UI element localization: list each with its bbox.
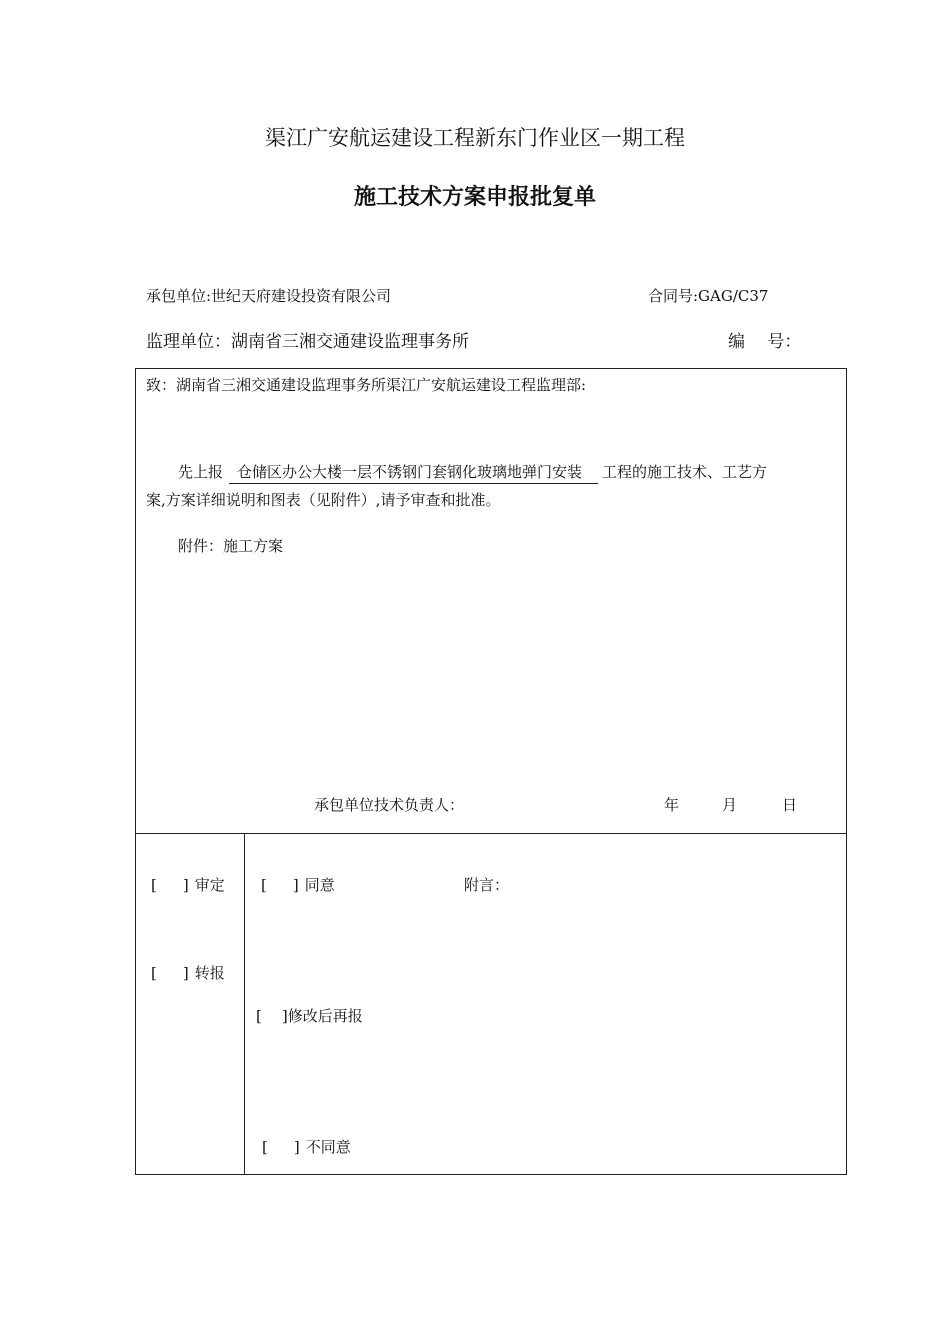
form-divider-vertical (244, 833, 245, 1175)
contractor-field: 承包单位:世纪天府建设投资有限公司 (146, 287, 392, 305)
form-divider-horizontal (135, 833, 847, 834)
approve-checkbox[interactable] (151, 874, 225, 895)
signer-label: 承包单位技术负责人： (314, 796, 465, 814)
date-year-label: 年 (664, 796, 680, 814)
resubmit-label: 修改后再报 (287, 1007, 363, 1025)
bracket-close: ] (182, 876, 189, 894)
disagree-checkbox[interactable] (262, 1136, 351, 1157)
addressee-line: 致：湖南省三湘交通建设监理事务所渠江广安航运建设工程监理部: (146, 376, 587, 394)
bracket-close: ] (292, 876, 299, 894)
bracket-open: [ (262, 1138, 268, 1156)
attachment-line: 附件：施工方案 (178, 537, 284, 555)
declaration-line-2: 案,方案详细说明和图表（见附件）,请予审查和批准。 (146, 491, 501, 509)
agree-checkbox[interactable] (261, 874, 335, 895)
date-month-label: 月 (722, 796, 738, 814)
approve-label: 审定 (194, 876, 225, 894)
bracket-open: [ (151, 964, 157, 982)
supervisor-field: 监理单位：湖南省三湘交通建设监理事务所 (146, 332, 469, 352)
agree-label: 同意 (304, 876, 335, 894)
bracket-open: [ (151, 876, 157, 894)
date-day-label: 日 (782, 796, 798, 814)
forward-checkbox[interactable] (151, 962, 225, 983)
serial-number-field: 编 号： (728, 332, 802, 352)
bracket-open: [ (256, 1007, 262, 1025)
bracket-close: ] (182, 964, 189, 982)
disagree-label: 不同意 (305, 1138, 351, 1156)
form-title: 施工技术方案申报批复单 (353, 184, 596, 210)
declaration-line-1 (178, 461, 767, 484)
forward-label: 转报 (194, 964, 225, 982)
declaration-suffix: 工程的施工技术、工艺方 (602, 463, 768, 481)
remark-label: 附言： (464, 876, 510, 894)
project-name-underlined: 仓储区办公大楼一层不锈钢门套钢化玻璃地弹门安装 (229, 461, 598, 484)
bracket-open: [ (261, 876, 267, 894)
bracket-close: ] (281, 1007, 288, 1025)
project-title: 渠江广安航运建设工程新东门作业区一期工程 (265, 126, 685, 150)
declaration-prefix: 先上报 (178, 463, 224, 481)
resubmit-checkbox[interactable] (256, 1005, 363, 1026)
bracket-close: ] (293, 1138, 300, 1156)
contract-number-field: 合同号:GAG/C37 (648, 287, 769, 305)
